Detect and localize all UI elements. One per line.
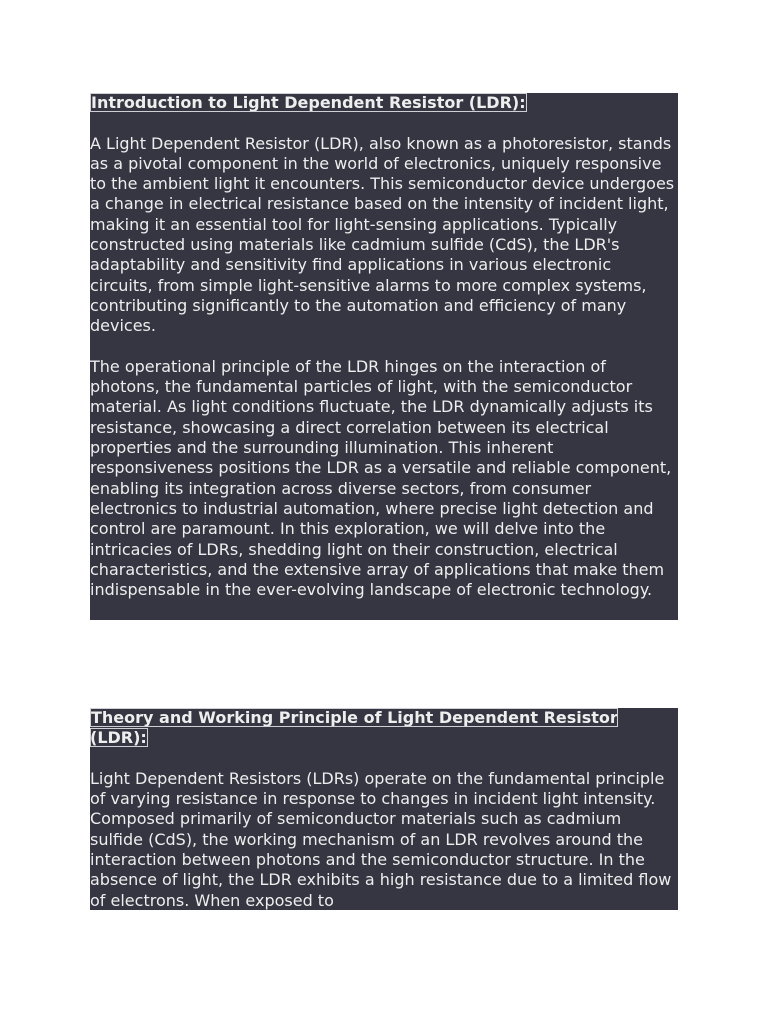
spacer: [90, 749, 678, 769]
section-heading: Introduction to Light Dependent Resistor (LDR):: [91, 93, 526, 112]
paragraph: A Light Dependent Resistor (LDR), also known as a photoresistor, stands as a pivotal component in the world of electronics, uniquely responsive to the ambient light it encounters. This semiconductor device undergoes a change in electrical resistance based on the intensity of incident light, making it an essential tool for light-sensing applications. Typically constructed using materials like cadmium sulfide (CdS), the LDR's adaptability and sensitivity find applications in various electronic circuits, from simple light-sensitive alarms to more complex systems, contributing significantly to the automation and efficiency of many devices.: [90, 133, 675, 336]
paragraph: The operational principle of the LDR hinges on the interaction of photons, the fundamental particles of light, with the semiconductor material. As light conditions fluctuate, the LDR dynamically adjusts its resistance, showcasing a direct correlation between its electrical properties and the surrounding illumination. This inherent responsiveness positions the LDR as a versatile and reliable component, enabling its integration across diverse sectors, from consumer electronics to industrial automation, where precise light detection and control are paramount. In this exploration, we will delve into the intricacies of LDRs, shedding light on their construction, electrical characteristics, and the extensive array of applications that make them indispensable in the ever-evolving landscape of electronic technology.: [90, 356, 672, 600]
section-theory: [90, 708, 678, 910]
spacer: [90, 113, 678, 133]
section-heading: Theory and Working Principle of Light Dependent Resistor (LDR):: [90, 708, 618, 748]
section-introduction: [90, 93, 678, 620]
spacer: [90, 337, 678, 357]
paragraph: Light Dependent Resistors (LDRs) operate on the fundamental principle of varying resistance in response to changes in incident light intensity. Composed primarily of semiconductor materials such as cadmium sulfide (CdS), the working mechanism of an LDR revolves around the interaction between photons and the semiconductor structure. In the absence of light, the LDR exhibits a high resistance due to a limited flow of electrons. When exposed to: [90, 768, 672, 910]
